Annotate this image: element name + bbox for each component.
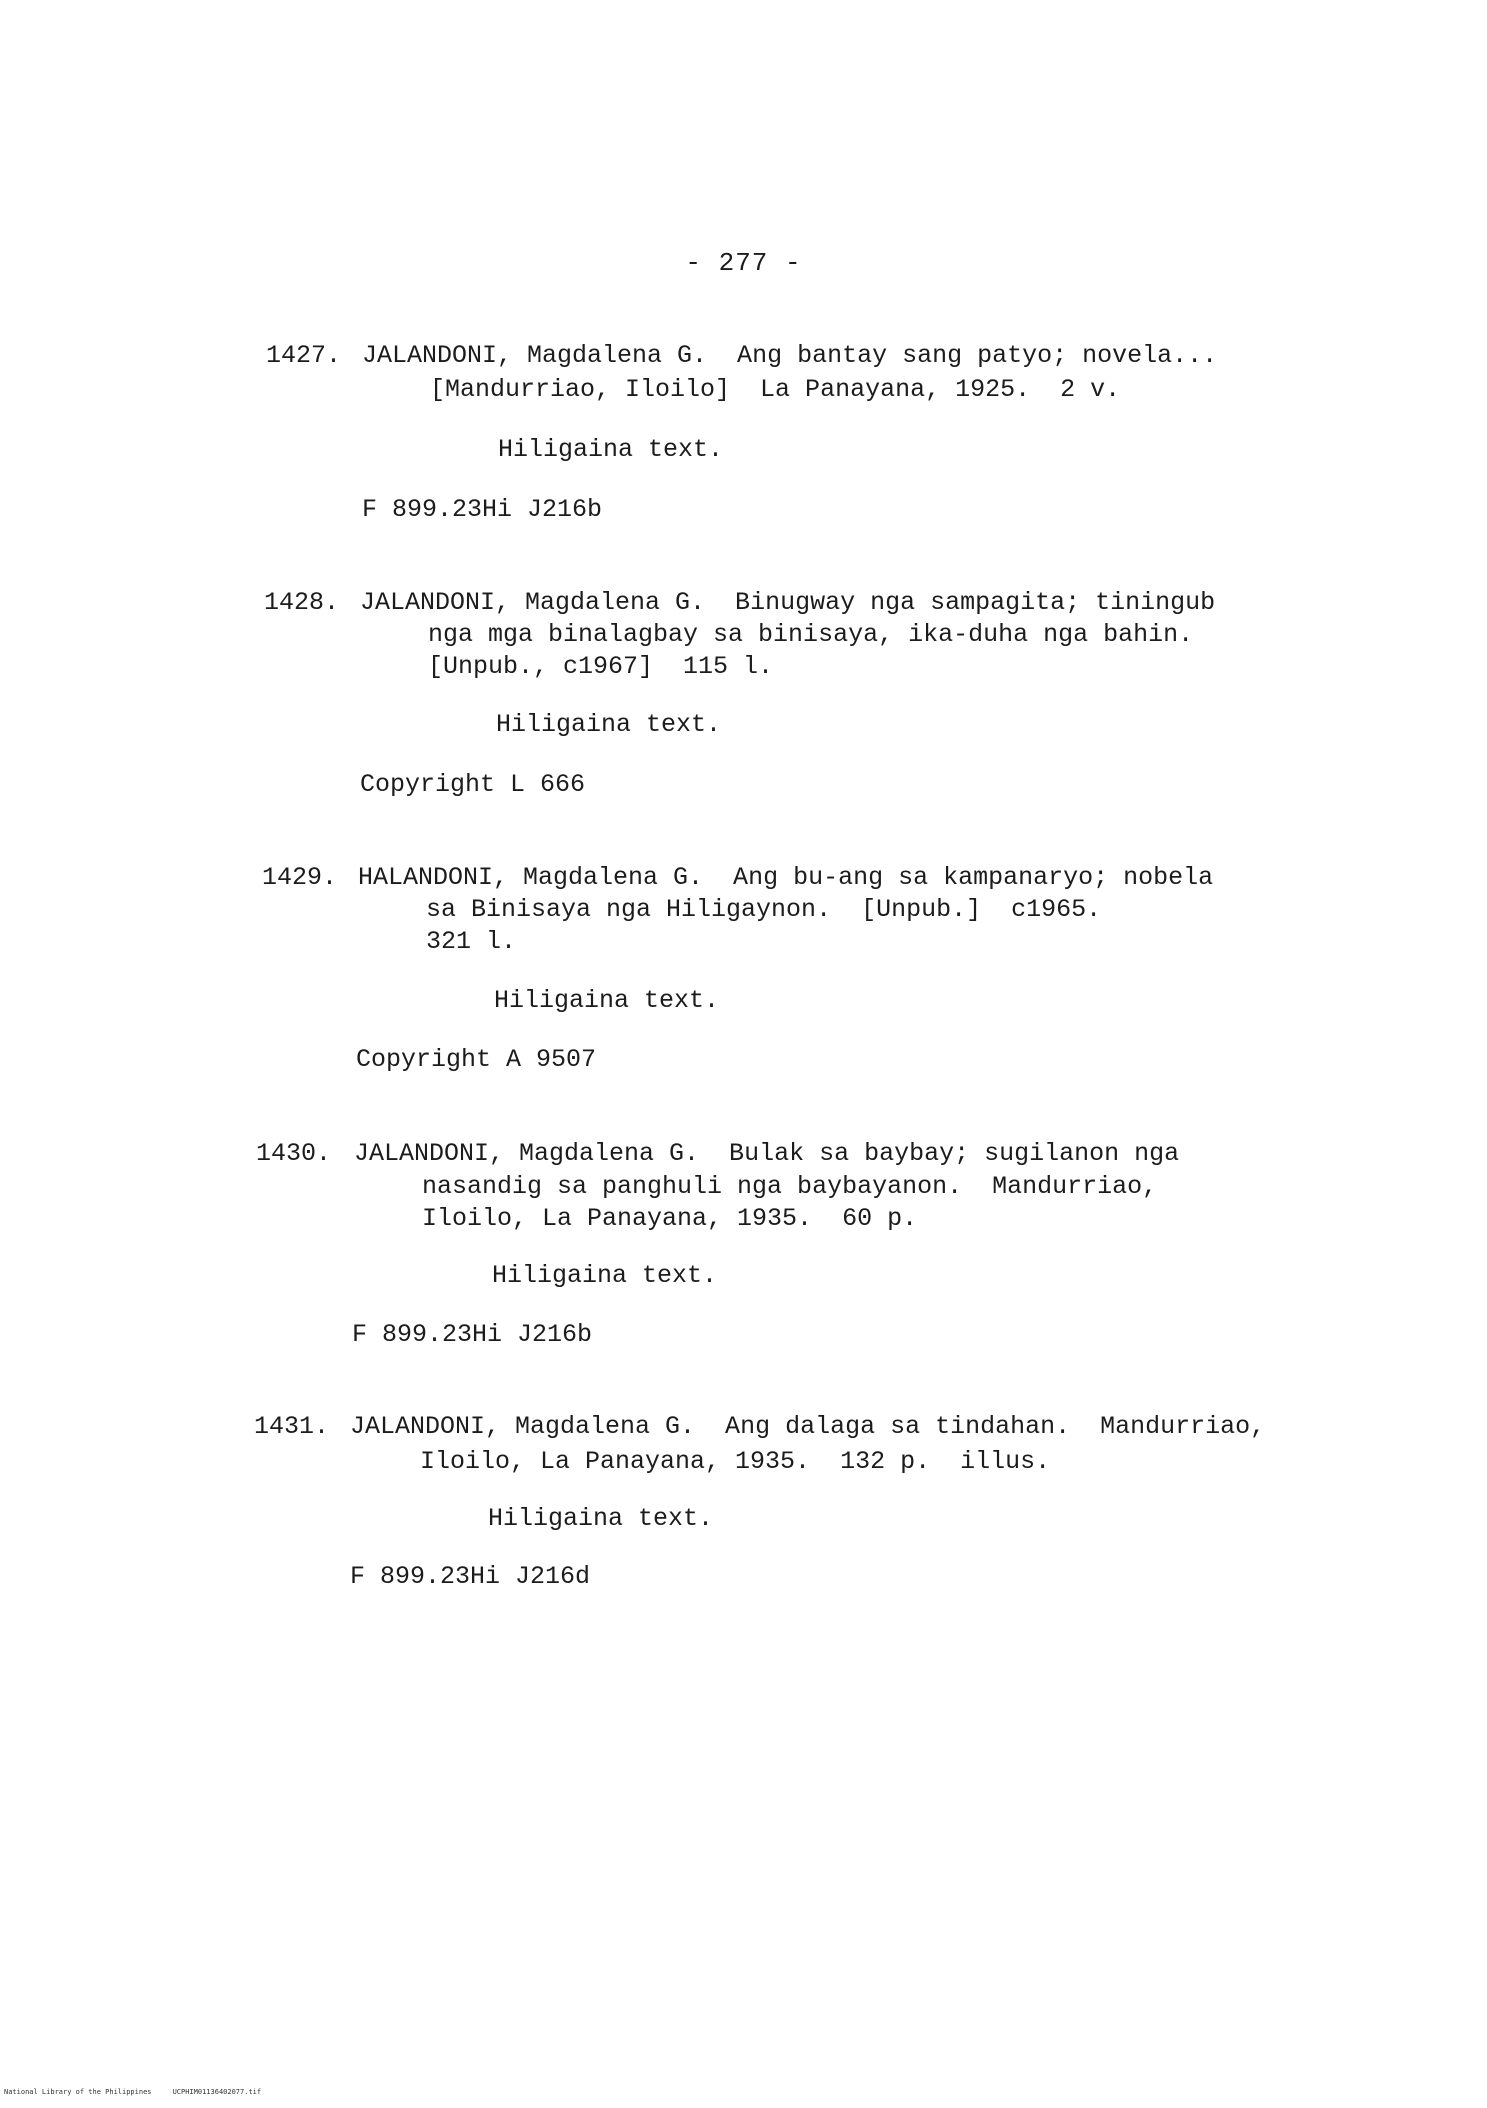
entry-note: Hiligaina text. <box>498 435 724 464</box>
entry-line: 321 l. <box>426 927 517 956</box>
entry-call-number: Copyright A 9507 <box>356 1045 597 1074</box>
entry-number: 1427. <box>266 341 342 370</box>
page-number: - 277 - <box>685 248 802 278</box>
entry-line: nasandig sa panghuli nga baybayanon. Mandurriao, <box>422 1172 1158 1201</box>
scan-footer <box>4 2088 261 2096</box>
entry-line: JALANDONI, Magdalena G. Ang bantay sang patyo; novela... <box>362 341 1218 370</box>
entry-number: 1429. <box>262 863 338 892</box>
entry-line: JALANDONI, Magdalena G. Binugway nga sampagita; tiningub <box>360 588 1216 617</box>
entry-call-number: F 899.23Hi J216b <box>362 495 603 524</box>
entry-number: 1431. <box>254 1412 330 1441</box>
entry-call-number: F 899.23Hi J216d <box>350 1562 591 1591</box>
entry-line: nga mga binalagbay sa binisaya, ika-duha nga bahin. <box>428 620 1194 649</box>
entry-line: [Unpub., c1967] 115 l. <box>428 652 774 681</box>
entry-note: Hiligaina text. <box>488 1504 714 1533</box>
entry-call-number: Copyright L 666 <box>360 770 586 799</box>
footer-filename: UCPHIM01136402077.tif <box>172 2088 262 2096</box>
entry-line: JALANDONI, Magdalena G. Bulak sa baybay; sugilanon nga <box>354 1139 1180 1168</box>
entry-note: Hiligaina text. <box>494 986 720 1015</box>
entry-line: sa Binisaya nga Hiligaynon. [Unpub.] c1965. <box>426 895 1102 924</box>
footer-library: National Library of the Philippines <box>4 2088 152 2096</box>
entry-number: 1430. <box>256 1139 332 1168</box>
entry-line: Iloilo, La Panayana, 1935. 132 p. illus. <box>420 1447 1051 1476</box>
entry-call-number: F 899.23Hi J216b <box>352 1320 593 1349</box>
entry-line: [Mandurriao, Iloilo] La Panayana, 1925. 2 v. <box>430 375 1121 404</box>
entry-line: Iloilo, La Panayana, 1935. 60 p. <box>422 1204 918 1233</box>
entry-line: HALANDONI, Magdalena G. Ang bu-ang sa kampanaryo; nobela <box>358 863 1214 892</box>
entry-number: 1428. <box>264 588 340 617</box>
entry-note: Hiligaina text. <box>492 1261 718 1290</box>
entry-note: Hiligaina text. <box>496 710 722 739</box>
entry-line: JALANDONI, Magdalena G. Ang dalaga sa tindahan. Mandurriao, <box>350 1412 1266 1441</box>
